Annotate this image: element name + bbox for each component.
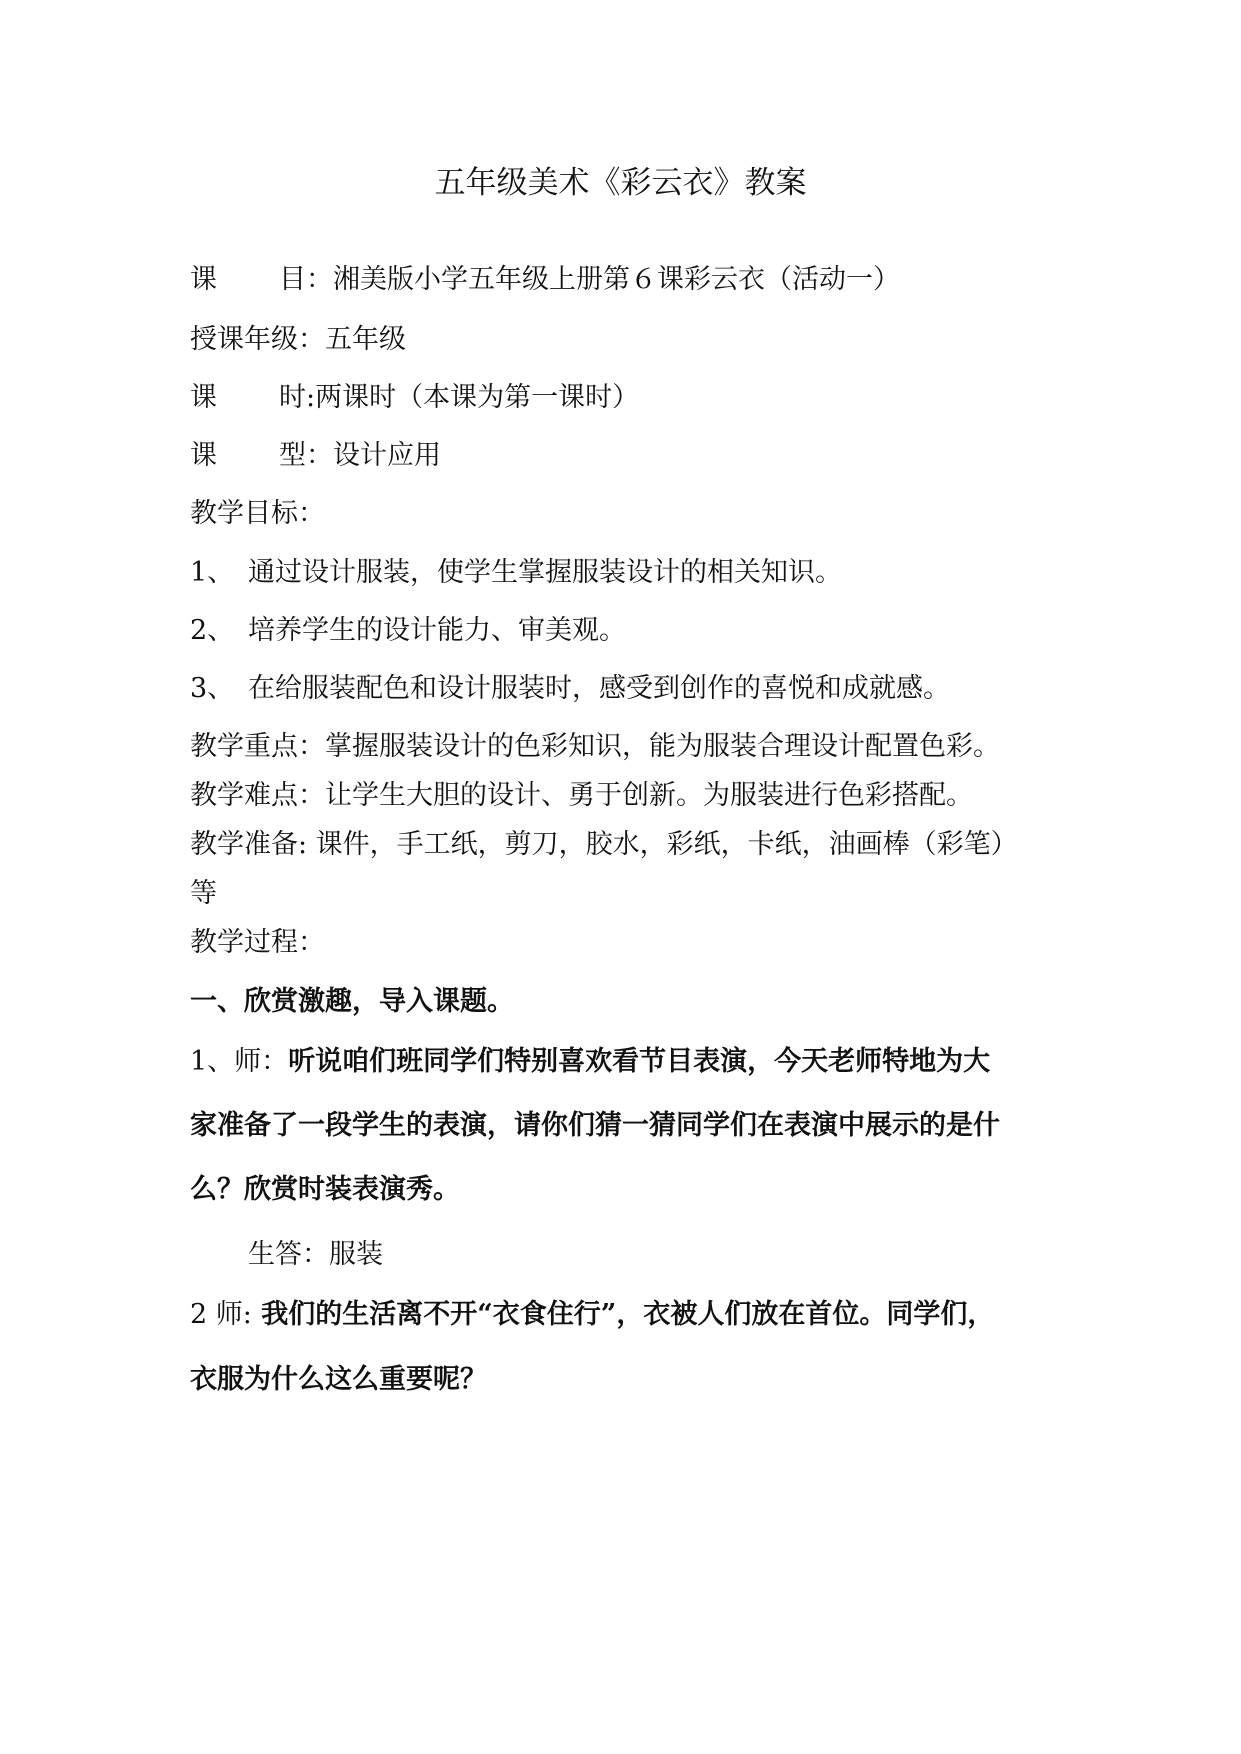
paragraph2-line1 [190, 1297, 1070, 1333]
grade-value: 五年级 [325, 324, 406, 355]
paragraph1-line1 [190, 1044, 1070, 1080]
subject-label-b: 目： [279, 264, 333, 295]
difficulty: 教学难点：让学生大胆的设计、勇于创新。为服装进行色彩搭配。 [190, 780, 973, 811]
goal-text: 在给服装配色和设计服装时，感受到创作的喜悦和成就感。 [248, 673, 950, 704]
type-value: 设计应用 [333, 440, 441, 471]
goal-item [190, 555, 1070, 591]
goal-number: 2、 [190, 615, 235, 646]
key-point: 教学重点：掌握服装设计的色彩知识，能为服装合理设计配置色彩。 [190, 731, 1000, 762]
section1-heading: 一、欣赏激趣，导入课题。 [190, 986, 514, 1017]
subject-label-a: 课 [190, 264, 217, 295]
paragraph2-text: 我们的生活离不开“衣食住行”，衣被人们放在首位。同学们， [251, 1299, 995, 1330]
goal-item [190, 671, 1070, 707]
type-line [190, 438, 1070, 474]
hours-value: 两课时（本课为第一课时） [315, 382, 640, 413]
subject-value: 湘美版小学五年级上册第６课彩云衣（活动一） [333, 264, 900, 295]
goal-item [190, 613, 1070, 649]
paragraph1-text: 听说咱们班同学们特别喜欢看节目表演，今天老师特地为大 [288, 1046, 991, 1077]
goal-number: 3、 [190, 673, 235, 704]
student-answer: 生答：服装 [248, 1239, 383, 1270]
paragraph1-prefix: 1、师： [190, 1046, 289, 1077]
subject-line [190, 262, 1070, 298]
preparation-line2: 等 [190, 878, 217, 909]
process-heading: 教学过程： [190, 927, 325, 958]
hours-label-a: 课 [190, 382, 217, 413]
goal-number: 1、 [190, 557, 235, 588]
paragraph2-line2: 衣服为什么这么重要呢？ [190, 1364, 487, 1395]
goal-text: 培养学生的设计能力、审美观。 [248, 615, 626, 646]
goals-heading: 教学目标： [190, 498, 325, 529]
type-label-b: 型： [279, 440, 333, 471]
page-title: 五年级美术《彩云衣》教案 [434, 165, 807, 201]
grade-line [190, 322, 1070, 358]
hours-line [190, 380, 1070, 416]
grade-label: 授课年级： [190, 324, 325, 355]
paragraph1-line2: 家准备了一段学生的表演，请你们猜一猜同学们在表演中展示的是什 [190, 1110, 1000, 1141]
goal-text: 通过设计服装，使学生掌握服装设计的相关知识。 [248, 557, 842, 588]
hours-label-b: 时: [279, 382, 316, 413]
preparation-line1: 教学准备: 课件，手工纸，剪刀，胶水，彩纸，卡纸，油画棒（彩笔） [190, 829, 1018, 860]
type-label-a: 课 [190, 440, 217, 471]
paragraph2-prefix: 2 师: [190, 1299, 252, 1330]
paragraph1-line3: 么？欣赏时装表演秀。 [190, 1174, 460, 1205]
